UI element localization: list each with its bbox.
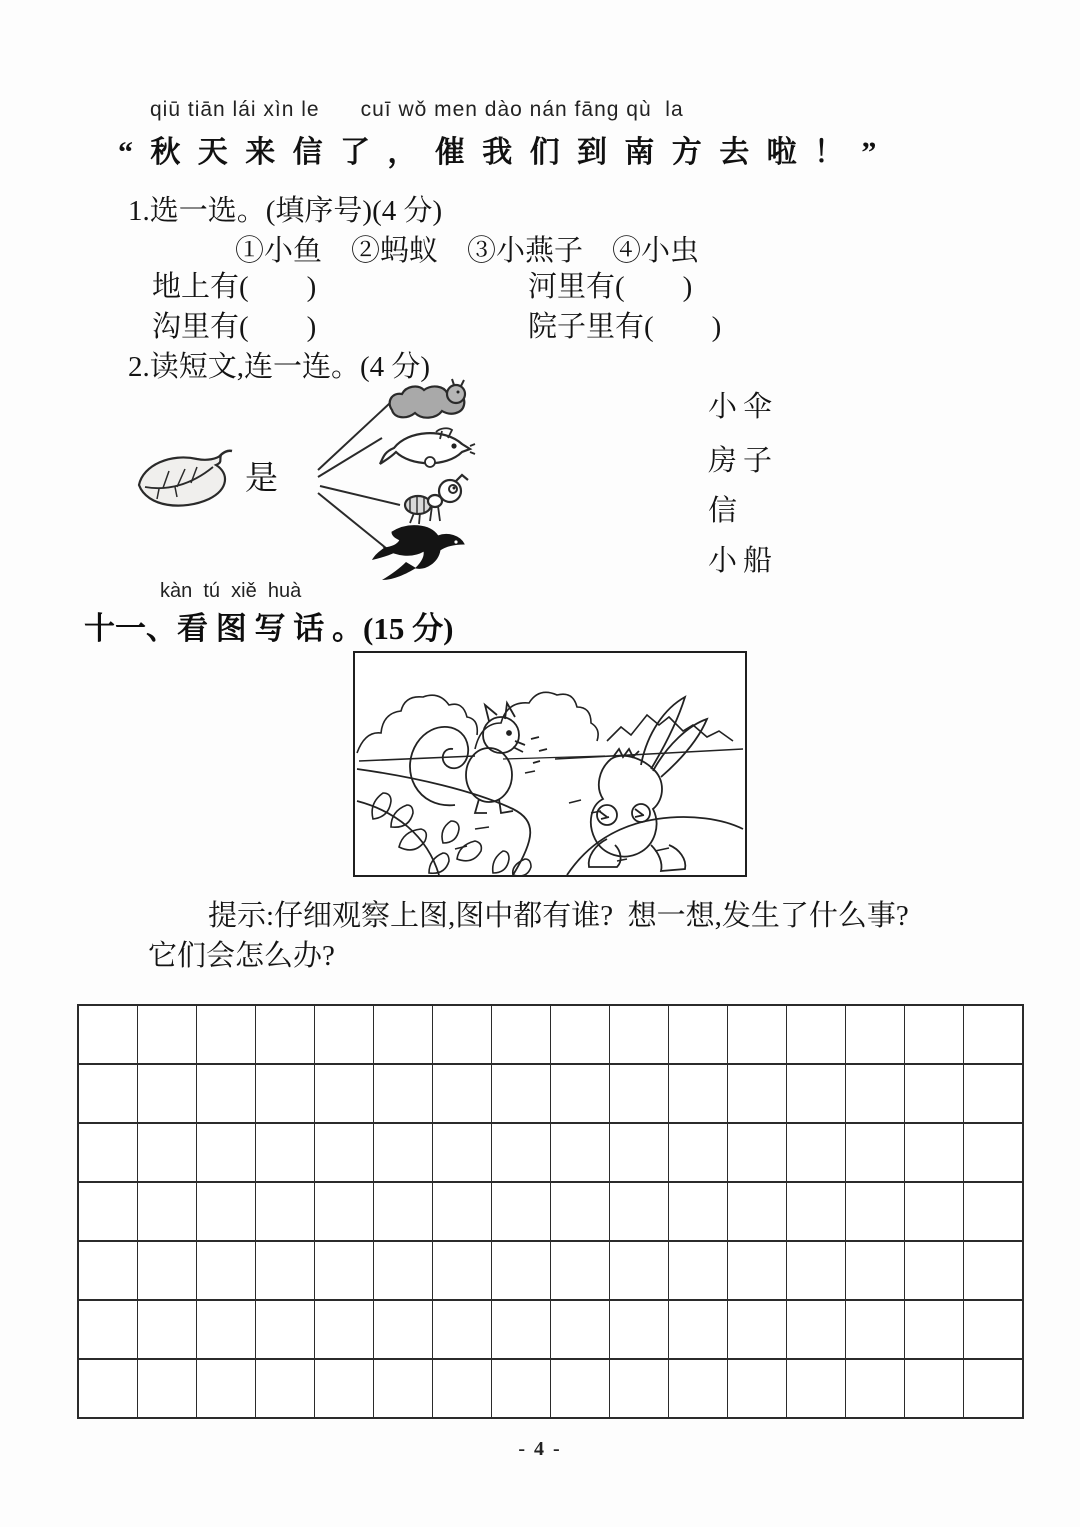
grid-cell[interactable] (846, 1006, 905, 1063)
grid-cell[interactable] (728, 1124, 787, 1181)
grid-cell[interactable] (197, 1301, 256, 1358)
grid-cell[interactable] (433, 1065, 492, 1122)
grid-row (79, 1006, 1022, 1065)
fish-icon (378, 420, 478, 476)
grid-cell[interactable] (256, 1183, 315, 1240)
grid-cell[interactable] (138, 1124, 197, 1181)
grid-row (79, 1183, 1022, 1242)
grid-cell[interactable] (374, 1124, 433, 1181)
grid-cell[interactable] (79, 1183, 138, 1240)
grid-cell[interactable] (433, 1006, 492, 1063)
grid-cell[interactable] (138, 1360, 197, 1417)
grid-cell[interactable] (964, 1360, 1022, 1417)
grid-cell[interactable] (374, 1183, 433, 1240)
match-word-house[interactable]: 房子 (708, 445, 779, 477)
grid-cell[interactable] (551, 1124, 610, 1181)
grid-cell[interactable] (315, 1360, 374, 1417)
grid-cell[interactable] (905, 1242, 964, 1299)
grid-cell[interactable] (79, 1065, 138, 1122)
grid-cell[interactable] (492, 1065, 551, 1122)
q1-blank-river[interactable]: 河里有( ) (528, 271, 693, 303)
grid-cell[interactable] (669, 1183, 728, 1240)
q1-options: ①小鱼 ②蚂蚁 ③小燕子 ④小虫 (235, 235, 700, 267)
grid-cell[interactable] (787, 1006, 846, 1063)
grid-cell[interactable] (787, 1124, 846, 1181)
grid-cell[interactable] (610, 1124, 669, 1181)
section11-pinyin: kàn tú xiě huà (160, 580, 302, 602)
page-number: - 4 - (518, 1438, 562, 1460)
grid-cell[interactable] (492, 1183, 551, 1240)
grid-cell[interactable] (79, 1360, 138, 1417)
grid-cell[interactable] (905, 1065, 964, 1122)
grid-cell[interactable] (374, 1360, 433, 1417)
grid-cell[interactable] (551, 1065, 610, 1122)
grid-cell[interactable] (846, 1301, 905, 1358)
grid-cell[interactable] (79, 1242, 138, 1299)
grid-cell[interactable] (197, 1360, 256, 1417)
grid-cell[interactable] (433, 1301, 492, 1358)
grid-cell[interactable] (315, 1006, 374, 1063)
grid-row (79, 1360, 1022, 1417)
grid-cell[interactable] (79, 1006, 138, 1063)
q1-blank-ditch[interactable]: 沟里有( ) (152, 311, 317, 343)
grid-cell[interactable] (846, 1360, 905, 1417)
passage-pinyin: qiū tiān lái xìn le cuī wǒ men dào nán fāng qù la (150, 98, 684, 121)
grid-cell[interactable] (846, 1124, 905, 1181)
grid-cell[interactable] (728, 1183, 787, 1240)
grid-cell[interactable] (138, 1301, 197, 1358)
grid-cell[interactable] (787, 1360, 846, 1417)
grid-cell[interactable] (669, 1242, 728, 1299)
caterpillar-icon (384, 378, 472, 426)
grid-cell[interactable] (492, 1242, 551, 1299)
grid-cell[interactable] (315, 1065, 374, 1122)
grid-cell[interactable] (256, 1006, 315, 1063)
section11-title: 十一、看 图 写 话 。(15 分) (84, 611, 454, 646)
scene-illustration (353, 651, 747, 877)
grid-cell[interactable] (610, 1301, 669, 1358)
grid-cell[interactable] (492, 1124, 551, 1181)
grid-cell[interactable] (197, 1006, 256, 1063)
grid-cell[interactable] (374, 1301, 433, 1358)
grid-cell[interactable] (728, 1242, 787, 1299)
grid-cell[interactable] (964, 1006, 1022, 1063)
grid-row (79, 1242, 1022, 1301)
grid-cell[interactable] (669, 1301, 728, 1358)
grid-cell[interactable] (669, 1006, 728, 1063)
hint-line1: 提示:仔细观察上图,图中都有谁? 想一想,发生了什么事? (208, 900, 909, 932)
q1-blank-ground[interactable]: 地上有( ) (152, 271, 317, 303)
grid-cell[interactable] (964, 1124, 1022, 1181)
grid-cell[interactable] (138, 1242, 197, 1299)
grid-cell[interactable] (728, 1065, 787, 1122)
grid-cell[interactable] (551, 1242, 610, 1299)
grid-cell[interactable] (846, 1183, 905, 1240)
grid-cell[interactable] (138, 1006, 197, 1063)
grid-cell[interactable] (787, 1065, 846, 1122)
grid-cell[interactable] (256, 1242, 315, 1299)
grid-cell[interactable] (197, 1065, 256, 1122)
grid-cell[interactable] (905, 1124, 964, 1181)
q2-subject-text: 是 (245, 461, 278, 497)
grid-cell[interactable] (551, 1006, 610, 1063)
grid-cell[interactable] (728, 1006, 787, 1063)
grid-cell[interactable] (551, 1183, 610, 1240)
grid-cell[interactable] (964, 1065, 1022, 1122)
grid-cell[interactable] (728, 1301, 787, 1358)
grid-cell[interactable] (256, 1124, 315, 1181)
grid-cell[interactable] (846, 1065, 905, 1122)
grid-cell[interactable] (610, 1006, 669, 1063)
grid-cell[interactable] (846, 1242, 905, 1299)
grid-cell[interactable] (138, 1065, 197, 1122)
q1-title: 1.选一选。(填序号)(4 分) (128, 195, 443, 227)
q1-blank-yard[interactable]: 院子里有( ) (528, 311, 722, 343)
grid-cell[interactable] (256, 1360, 315, 1417)
grid-cell[interactable] (669, 1124, 728, 1181)
grid-cell[interactable] (964, 1183, 1022, 1240)
grid-cell[interactable] (610, 1065, 669, 1122)
passage-sentence: “秋天来信了，催我们到南方去啦！” (118, 136, 894, 169)
grid-cell[interactable] (610, 1360, 669, 1417)
grid-cell[interactable] (374, 1242, 433, 1299)
match-word-letter[interactable]: 信 (708, 495, 744, 527)
grid-cell[interactable] (315, 1242, 374, 1299)
grid-cell[interactable] (905, 1006, 964, 1063)
grid-cell[interactable] (551, 1301, 610, 1358)
grid-cell[interactable] (433, 1124, 492, 1181)
grid-cell[interactable] (669, 1065, 728, 1122)
grid-cell[interactable] (787, 1242, 846, 1299)
grid-row (79, 1124, 1022, 1183)
match-word-umbrella[interactable]: 小伞 (708, 391, 779, 423)
grid-cell[interactable] (492, 1360, 551, 1417)
grid-cell[interactable] (256, 1065, 315, 1122)
grid-cell[interactable] (433, 1360, 492, 1417)
grid-cell[interactable] (197, 1242, 256, 1299)
grid-cell[interactable] (79, 1124, 138, 1181)
grid-cell[interactable] (610, 1183, 669, 1240)
grid-cell[interactable] (197, 1183, 256, 1240)
grid-cell[interactable] (374, 1006, 433, 1063)
writing-grid (77, 1004, 1024, 1419)
grid-cell[interactable] (905, 1301, 964, 1358)
grid-cell[interactable] (787, 1301, 846, 1358)
grid-cell[interactable] (492, 1006, 551, 1063)
grid-cell[interactable] (551, 1360, 610, 1417)
grid-cell[interactable] (905, 1183, 964, 1240)
grid-row (79, 1065, 1022, 1124)
grid-cell[interactable] (433, 1242, 492, 1299)
grid-cell[interactable] (79, 1301, 138, 1358)
grid-cell[interactable] (669, 1360, 728, 1417)
grid-cell[interactable] (315, 1301, 374, 1358)
grid-row (79, 1301, 1022, 1360)
grid-cell[interactable] (728, 1360, 787, 1417)
grid-cell[interactable] (787, 1183, 846, 1240)
q2-title: 2.读短文,连一连。(4 分) (128, 351, 431, 383)
grid-cell[interactable] (315, 1124, 374, 1181)
grid-cell[interactable] (964, 1301, 1022, 1358)
grid-cell[interactable] (433, 1183, 492, 1240)
grid-cell[interactable] (905, 1360, 964, 1417)
grid-cell[interactable] (256, 1301, 315, 1358)
grid-cell[interactable] (964, 1242, 1022, 1299)
grid-cell[interactable] (138, 1183, 197, 1240)
swallow-icon (372, 518, 470, 582)
grid-cell[interactable] (610, 1242, 669, 1299)
grid-cell[interactable] (315, 1183, 374, 1240)
grid-cell[interactable] (197, 1124, 256, 1181)
match-word-boat[interactable]: 小船 (708, 545, 779, 577)
hint-line2: 它们会怎么办? (148, 940, 335, 972)
grid-cell[interactable] (492, 1301, 551, 1358)
grid-cell[interactable] (374, 1065, 433, 1122)
